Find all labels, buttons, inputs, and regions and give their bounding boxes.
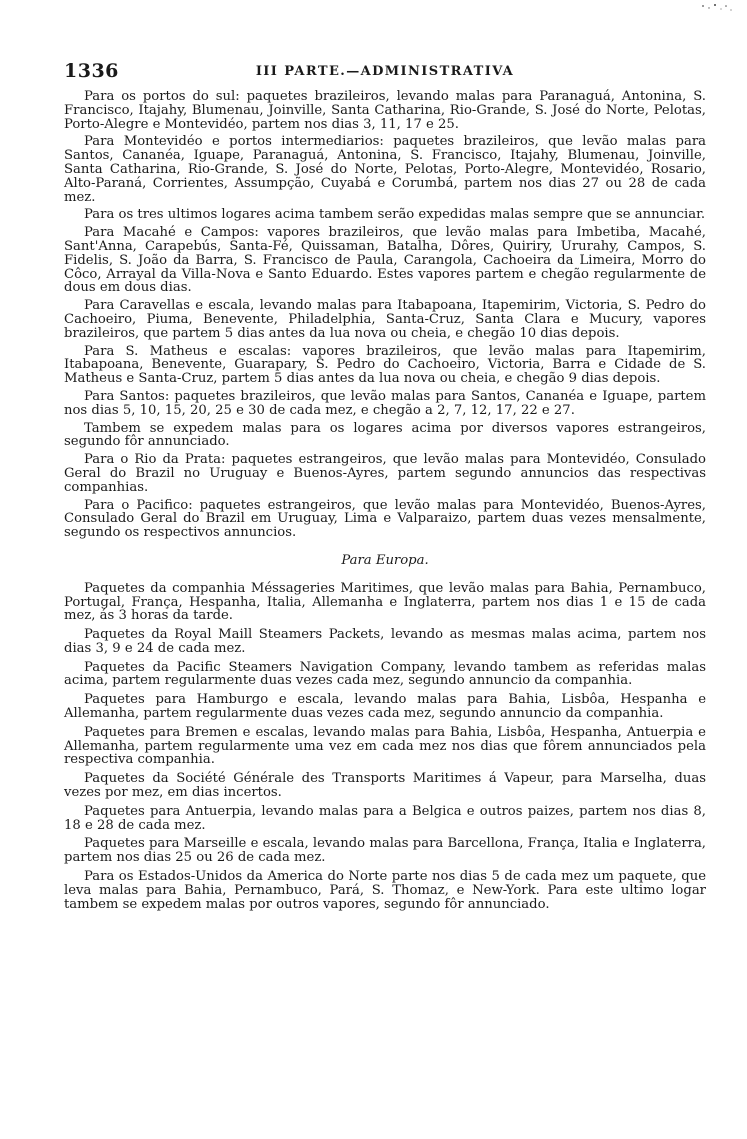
paragraph: Paquetes para Marseille e escala, levando malas para Barcellona, França, Italia e Inglaterra, partem nos dias 25 ou 26 de cada mez. bbox=[64, 836, 706, 866]
paragraph: Para os Estados-Unidos da America do Norte parte nos dias 5 de cada mez um paquete, que leva malas para Bahia, Pernambuco, Pará, S. Thomaz, e New-York. Para este ultimo logar tambem se expedem malas por outros vapores, segundo fôr annunciado. bbox=[64, 869, 706, 912]
paragraph: Para os portos do sul: paquetes brazileiros, levando malas para Paranaguá, Antonina, S. Francisco, Itajahy, Blumenau, Joinville, Santa Catharina, Rio-Grande, S. José do Norte, Pelotas, Porto-Alegre e Montevidéo, partem nos dias 3, 11, 17 e 25. bbox=[64, 89, 706, 132]
paragraph: Para S. Matheus e escalas: vapores brazileiros, que levão malas para Itapemirim, Itabapoana, Benevente, Guarapary, S. Pedro do Cachoeiro, Victoria, Barra e Cidade de S. Matheus e Santa-Cruz, partem 5 dias antes da lua nova ou cheia, e chegão 9 dias depois. bbox=[64, 343, 706, 387]
paragraph: Para o Rio da Prata: paquetes estrangeiros, que levão malas para Montevidéo, Consulado Geral do Brazil no Uruguay e Buenos-Ayres, partem segundo annuncios das respectivas companhias. bbox=[64, 452, 706, 495]
section-title-europe: Para Europa. bbox=[341, 552, 429, 568]
paragraph: Paquetes para Hamburgo e escala, levando malas para Bahia, Lisbôa, Hespanha e Allemanha, partem regularmente duas vezes cada mez, segundo annuncio da companhia. bbox=[64, 692, 706, 722]
europe-section bbox=[64, 582, 706, 912]
paragraph: Paquetes da companhia Méssageries Maritimes, que levão malas para Bahia, Pernambuco, Portugal, França, Hespanha, Italia, Allemanha e Inglaterra, partem nos dias 1 e 15 de cada mez, ás 3 horas da tarde. bbox=[64, 580, 706, 624]
document-body bbox=[64, 90, 706, 911]
document-page bbox=[64, 60, 706, 916]
paragraph: Para Caravellas e escala, levando malas para Itabapoana, Itapemirim, Victoria, S. Pedro do Cachoeiro, Piuma, Benevente, Philadelphia, Santa-Cruz, Santa Clara e Mucury, vapores brazileiros, que partem 5 dias antes da lua nova ou cheia, e chegão 10 dias depois. bbox=[64, 298, 706, 341]
paragraph: Para Macahé e Campos: vapores brazileiros, que levão malas para Imbetiba, Macahé, Sant'Anna, Carapebús, Santa-Fé, Quissaman, Batalha, Dôres, Quiriry, Ururahy, Campos, S. Fidelis, S. João da Barra, S. Francisco de Paula, Carangola, Cachoeira da Limeira, Morro do Côco, Arrayal da Villa-Nova e Santo Eduardo. Estes vapores partem e chegão regularmente de dous em dous dias. bbox=[64, 225, 706, 296]
paragraph: Paquetes para Antuerpia, levando malas para a Belgica e outros paizes, partem nos dias 8, 18 e 28 de cada mez. bbox=[64, 803, 706, 833]
paragraph: Tambem se expedem malas para os logares acima por diversos vapores estrangeiros, segundo fôr annunciado. bbox=[64, 420, 706, 450]
paragraph: Para o Pacifico: paquetes estrangeiros, que levão malas para Montevidéo, Buenos-Ayres, Consulado Geral do Brazil em Uruguay, Lima e Valparaizo, partem duas vezes mensalmente, segundo os respectivos annuncios. bbox=[64, 497, 706, 541]
paragraph: Para Montevidéo e portos intermediarios: paquetes brazileiros, que levão malas para Santos, Cananéa, Iguape, Paranaguá, Antonina, S. Francisco, Itajahy, Blumenau, Joinville, Santa Catharina, Rio-Grande, S. José do Norte, Pelotas, Porto-Alegre, Montevidéo, Rosario, Alto-Paraná, Corrientes, Assumpção, Cuyabá e Corumbá, partem nos dias 27 ou 28 de cada mez. bbox=[64, 134, 706, 205]
paragraph: Para Santos: paquetes brazileiros, que levão malas para Santos, Cananéa e Iguape, partem nos dias 5, 10, 15, 20, 25 e 30 de cada mez, e chegão a 2, 7, 12, 17, 22 e 27. bbox=[64, 388, 706, 418]
paragraph: Paquetes da Société Générale des Transports Maritimes á Vapeur, para Marselha, duas vezes por mez, em dias incertos. bbox=[64, 771, 706, 801]
page-number: 1336 bbox=[64, 60, 119, 82]
paragraph: Paquetes da Royal Maill Steamers Packets, levando as mesmas malas acima, partem nos dias 3, 9 e 24 de cada mez. bbox=[64, 627, 706, 656]
running-head: III PARTE.—ADMINISTRATIVA bbox=[255, 64, 515, 79]
page-header bbox=[64, 60, 706, 90]
print-speck-mark bbox=[695, 2, 735, 14]
paragraph: Para os tres ultimos logares acima tambem serão expedidas malas sempre que se annunciar. bbox=[84, 207, 706, 223]
paragraph: Paquetes da Pacific Steamers Navigation Company, levando tambem as referidas malas acima, partem regularmente duas vezes cada mez, segundo annuncio da companhia. bbox=[64, 659, 706, 689]
paragraph: Paquetes para Bremen e escalas, levando malas para Bahia, Lisbôa, Hespanha, Antuerpia e Allemanha, partem regularmente uma vez em cada mez nos dias que fôrem annunciados pela respectiva companhia. bbox=[64, 724, 706, 768]
